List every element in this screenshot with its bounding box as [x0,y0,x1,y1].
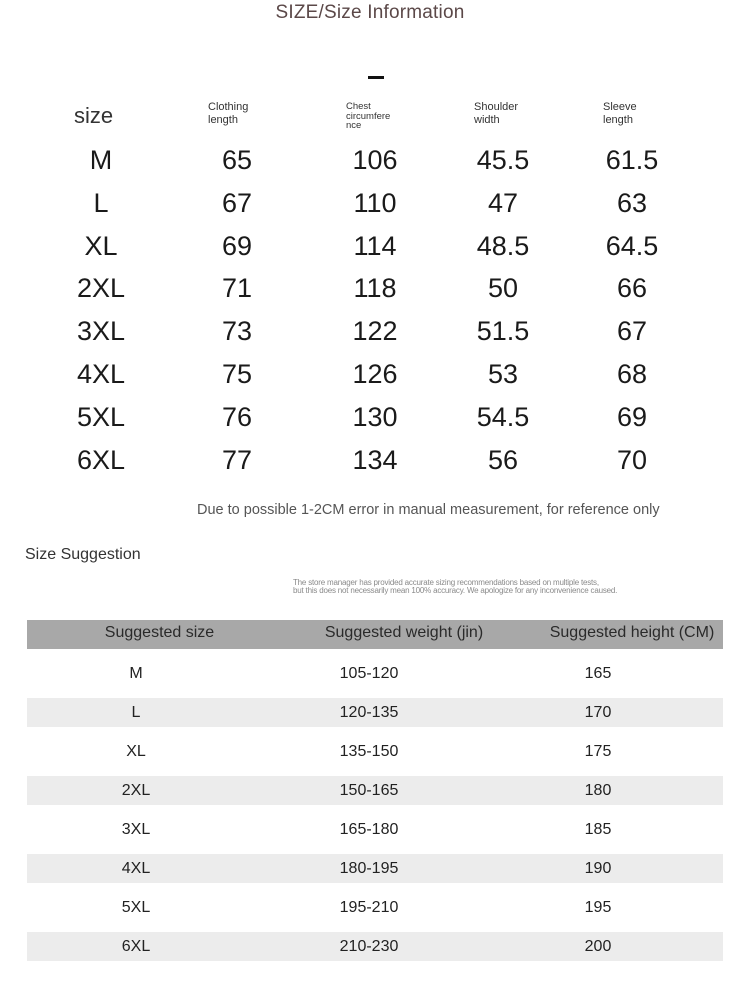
suggested-size-cell: 2XL [121,782,151,799]
clothing-length-cell: 77 [221,444,253,475]
size-chart-row [0,231,750,274]
suggestion-table-header [27,620,723,649]
chest-circumference-cell: 126 [352,359,398,389]
shoulder-width-cell: 53 [487,359,519,389]
suggested-weight-cell: 135-150 [339,743,399,760]
sleeve-length-cell: 68 [616,359,648,389]
suggestion-table-row [27,893,723,922]
size-cell: XL [84,230,118,261]
clothing-length-cell: 71 [221,273,253,304]
suggestion-table-row [27,737,723,766]
clothing-length-cell: 67 [221,187,253,218]
suggestion-table-row [27,698,723,727]
sleeve-length-cell: 70 [616,444,648,475]
suggestion-table-row [27,854,723,883]
suggested-height-cell: 200 [584,938,612,955]
sleeve-length-cell: 69 [616,401,648,432]
suggestion-disclaimer [293,579,743,595]
size-chart-header-sleeve-length: Sleeve length [603,101,637,126]
size-chart-row [0,145,750,188]
chest-circumference-cell: 122 [352,316,398,347]
suggestion-table-row [27,932,723,961]
suggestion-table-row [27,659,723,688]
suggested-weight-cell: 165-180 [339,821,399,838]
clothing-length-cell: 65 [221,145,253,175]
size-cell: 2XL [76,273,126,304]
suggested-size-cell: 3XL [121,821,151,838]
suggested-height-cell: 195 [584,899,612,916]
suggested-height-cell: 175 [584,743,612,760]
size-chart-row [0,316,750,359]
sleeve-length-cell: 63 [616,187,648,218]
sleeve-length-cell: 61.5 [605,145,659,175]
title-divider-dash [368,76,384,79]
size-chart-row [0,445,750,488]
suggested-size-cell: 6XL [121,938,151,955]
suggestion-disclaimer-line: The store manager has provided accurate sizing recommendations based on multiple tests, [293,579,599,587]
suggested-weight-cell: 120-135 [339,704,399,721]
chest-circumference-cell: 110 [353,187,397,218]
size-chart-header-shoulder-width: Shoulder width [474,101,519,126]
suggestion-header-weight: Suggested weight (jin) [324,624,484,641]
size-chart-header-chest-circumference: Chest circumfere nce [346,101,391,131]
suggested-size-cell: XL [126,743,146,760]
chest-circumference-cell: 114 [353,230,397,261]
measurement-note: Due to possible 1-2CM error in manual measurement, for reference only [197,502,660,518]
suggested-weight-cell: 150-165 [339,782,399,799]
shoulder-width-cell: 56 [487,444,519,475]
suggested-weight-cell: 180-195 [339,860,399,877]
sleeve-length-cell: 64.5 [605,230,659,261]
chest-circumference-cell: 130 [352,401,398,432]
sleeve-length-cell: 66 [616,273,648,304]
suggested-height-cell: 185 [584,821,612,838]
shoulder-width-cell: 47 [487,187,519,218]
size-chart-header-clothing-length: Clothing length [208,101,249,126]
size-suggestion-title: Size Suggestion [25,546,141,563]
size-cell: 3XL [76,316,126,347]
chest-circumference-cell: 106 [352,145,398,175]
suggested-size-cell: 5XL [121,899,151,916]
suggested-height-cell: 170 [584,704,612,721]
size-chart-header-size: size [74,103,114,128]
shoulder-width-cell: 48.5 [476,230,530,261]
suggestion-header-height: Suggested height (CM) [549,624,715,641]
page-title: SIZE/Size Information [275,2,465,23]
clothing-length-cell: 73 [221,316,253,347]
clothing-length-cell: 75 [221,359,253,389]
suggested-weight-cell: 105-120 [339,665,399,682]
size-cell: 5XL [76,401,126,432]
suggestion-table-row [27,776,723,805]
suggested-height-cell: 165 [584,665,612,682]
suggested-size-cell: M [129,665,143,682]
suggested-weight-cell: 210-230 [339,938,399,955]
suggestion-header-size: Suggested size [104,624,215,641]
shoulder-width-cell: 45.5 [476,145,530,175]
shoulder-width-cell: 54.5 [476,401,530,432]
chest-circumference-cell: 134 [352,444,398,475]
size-cell: L [93,187,109,218]
suggestion-table-row [27,815,723,844]
suggested-height-cell: 180 [584,782,612,799]
suggested-weight-cell: 195-210 [339,899,399,916]
size-chart-row [0,188,750,231]
size-cell: 4XL [76,359,126,389]
shoulder-width-cell: 51.5 [476,316,530,347]
clothing-length-cell: 69 [221,230,253,261]
shoulder-width-cell: 50 [487,273,519,304]
chest-circumference-cell: 118 [353,273,397,304]
suggestion-disclaimer-line: but this does not necessarily mean 100% accuracy. We apologize for any inconvenience caused. [293,586,618,595]
size-chart-row [0,273,750,316]
size-cell: M [89,145,113,175]
size-chart-row [0,402,750,445]
size-chart-row [0,359,750,402]
size-cell: 6XL [76,444,126,475]
suggested-height-cell: 190 [584,860,612,877]
suggested-size-cell: 4XL [121,860,151,877]
sleeve-length-cell: 67 [616,316,648,347]
suggested-size-cell: L [131,704,141,721]
clothing-length-cell: 76 [221,401,253,432]
